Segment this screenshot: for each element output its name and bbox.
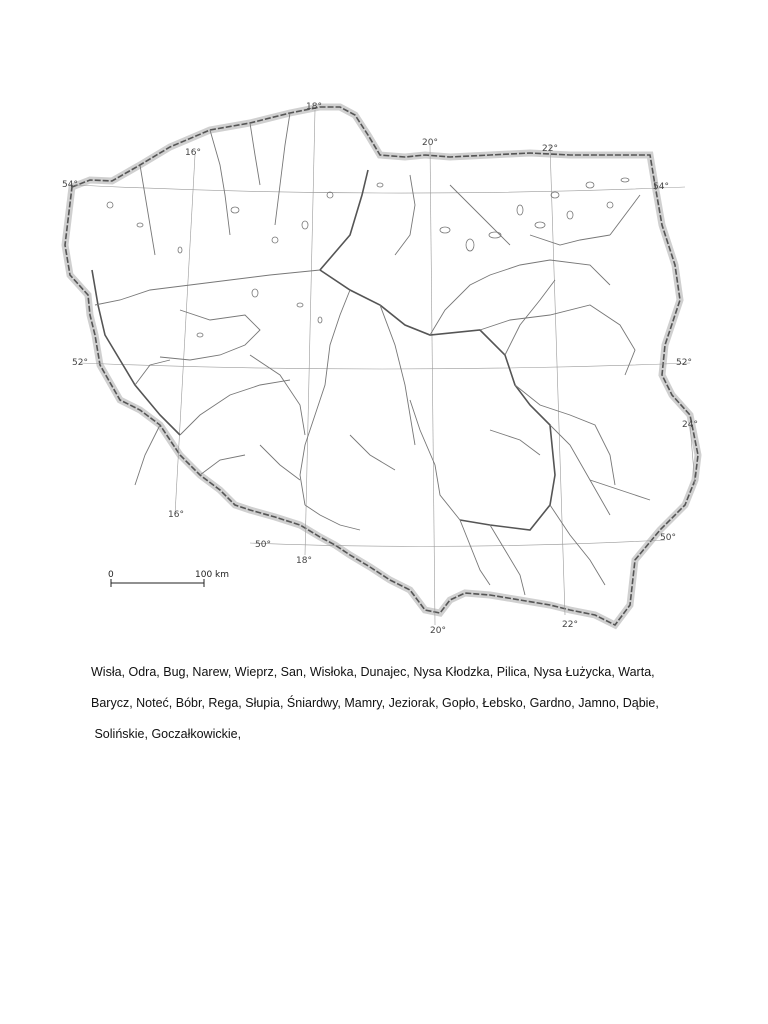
word-list-line: Wisła, Odra, Bug, Narew, Wieprz, San, Wisłoka, Dunajec, Nysa Kłodzka, Pilica, Nysa Łużycka, Warta,	[91, 665, 655, 679]
lat-label-52-left: 52°	[72, 358, 88, 368]
lon-label-18-bottom: 18°	[296, 556, 312, 566]
word-list-line: Barycz, Noteć, Bóbr, Rega, Słupia, Śniardwy, Mamry, Jeziorak, Gopło, Łebsko, Gardno, Jamno, Dąbie,	[91, 696, 659, 710]
lon-label-24: 24°	[682, 420, 698, 430]
lat-label-54-right: 54°	[653, 182, 669, 192]
poland-outline-map	[50, 85, 720, 645]
lon-label-22-bottom: 22°	[562, 620, 578, 630]
word-list-line: Solińskie, Goczałkowickie,	[91, 727, 242, 741]
scale-end-label: 100 km	[195, 570, 230, 580]
lon-label-16-bottom: 16°	[168, 510, 184, 520]
lon-label-16-top: 16°	[185, 148, 201, 158]
lat-label-54-left: 54°	[62, 180, 78, 190]
lon-label-22-top: 22°	[542, 144, 558, 154]
lat-label-50-right: 50°	[660, 533, 676, 543]
lat-label-50-left: 50°	[255, 540, 271, 550]
word-list	[91, 657, 701, 750]
lon-label-18-top: 18°	[306, 102, 322, 112]
lat-label-52-right: 52°	[676, 358, 692, 368]
scale-start-label: 0	[108, 570, 114, 580]
lon-label-20-top: 20°	[422, 138, 438, 148]
lon-label-20-bottom: 20°	[430, 626, 446, 636]
